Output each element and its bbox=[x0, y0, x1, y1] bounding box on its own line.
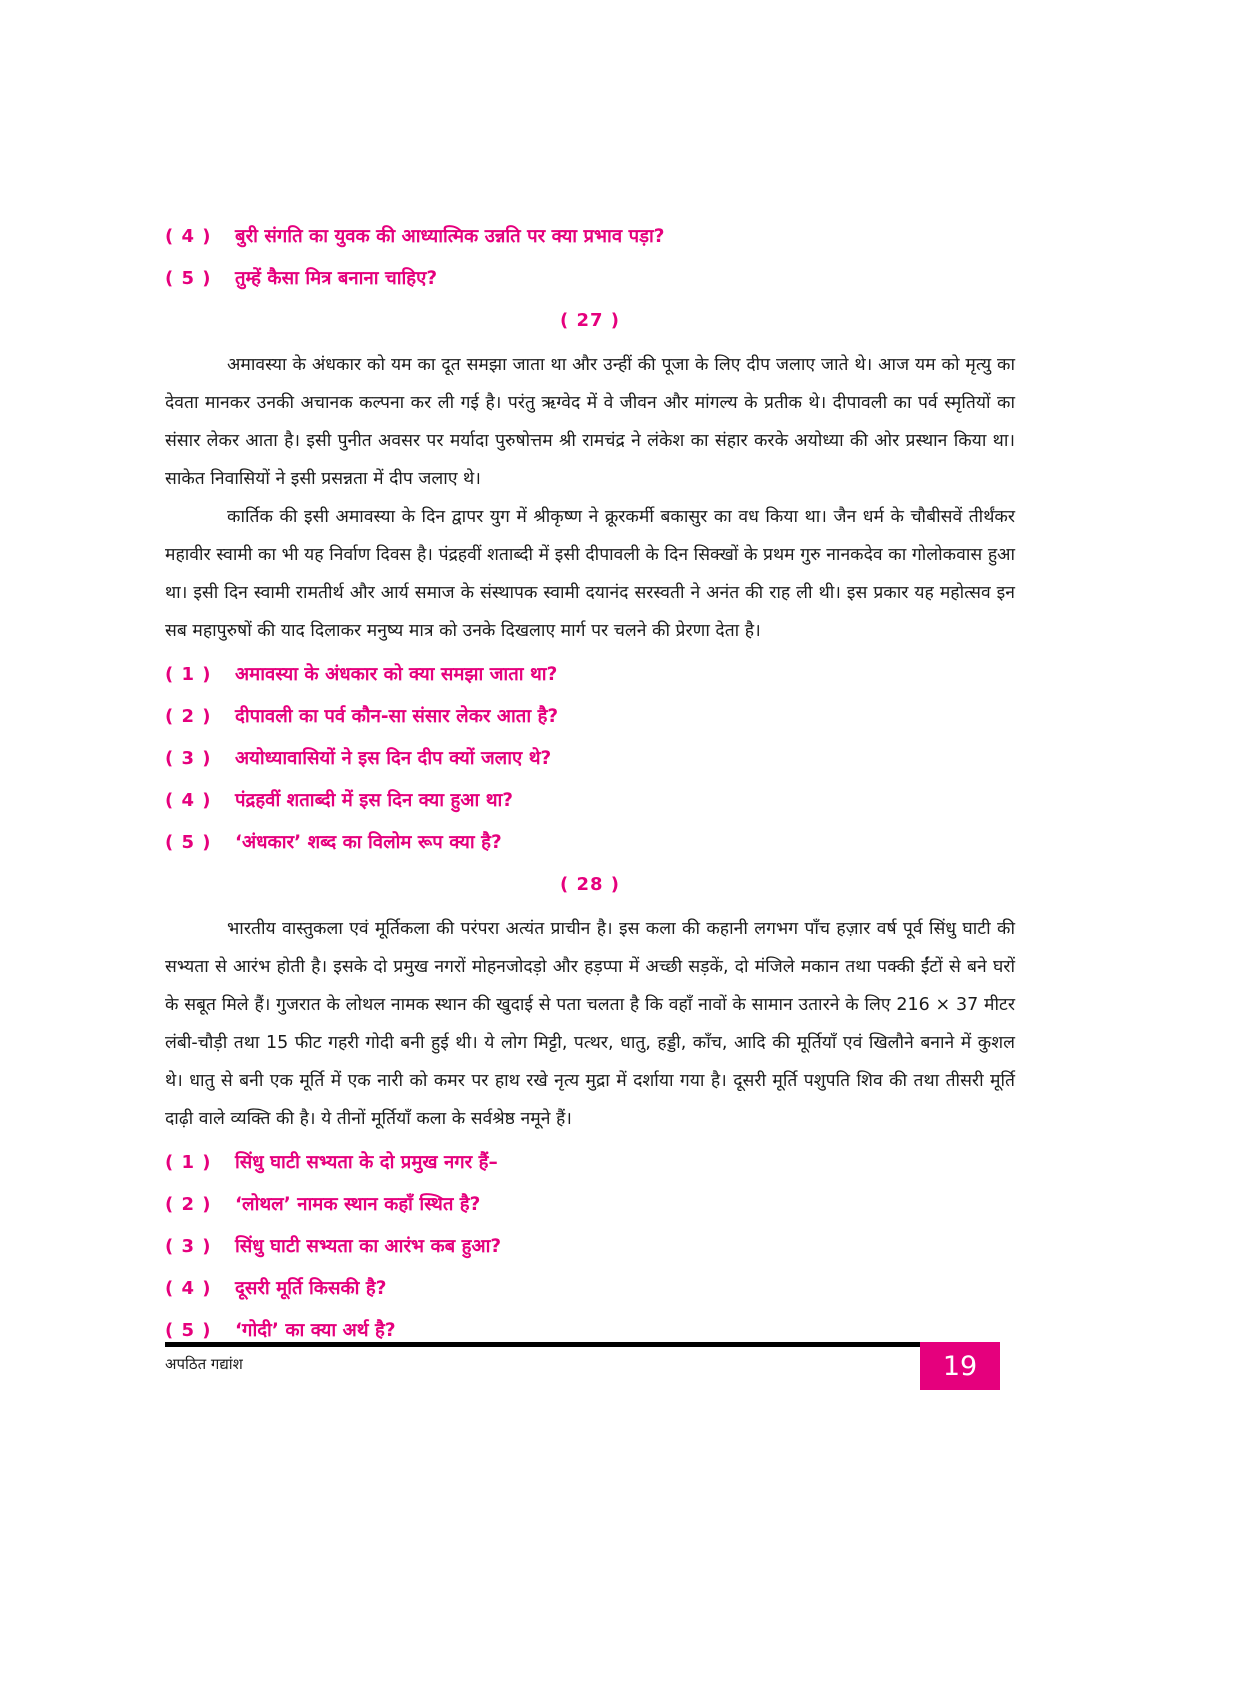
question-text: बुरी संगति का युवक की आध्यात्मिक उन्नति पर क्या प्रभाव पड़ा? bbox=[235, 226, 665, 247]
question-text: ‘गोदी’ का क्या अर्थ है? bbox=[235, 1320, 396, 1341]
question-row bbox=[165, 1148, 1015, 1177]
question-text: अमावस्या के अंधकार को क्या समझा जाता था? bbox=[235, 664, 558, 685]
page-number-badge bbox=[920, 1342, 1000, 1390]
question-text: अयोध्यावासियों ने इस दिन दीप क्यों जलाए थे? bbox=[235, 748, 552, 769]
question-number: ( 3 ) bbox=[165, 748, 212, 769]
question-row bbox=[165, 1274, 1015, 1303]
question-row bbox=[165, 786, 1015, 815]
question-row bbox=[165, 1232, 1015, 1261]
footer-section-label: अपठित गद्यांश bbox=[165, 1355, 243, 1373]
question-number: ( 2 ) bbox=[165, 1194, 212, 1215]
question-row bbox=[165, 828, 1015, 857]
question-number: ( 4 ) bbox=[165, 1278, 212, 1299]
passage-number-27: ( 27 ) bbox=[559, 310, 621, 331]
question-number: ( 4 ) bbox=[165, 226, 212, 247]
question-row bbox=[165, 1190, 1015, 1219]
question-text: दीपावली का पर्व कौन-सा संसार लेकर आता है? bbox=[235, 706, 559, 727]
question-row bbox=[165, 1316, 1015, 1345]
page-content bbox=[165, 222, 1015, 1358]
page-number: 19 bbox=[942, 1350, 978, 1382]
question-list-27 bbox=[165, 660, 1015, 857]
question-number: ( 4 ) bbox=[165, 790, 212, 811]
question-row bbox=[165, 702, 1015, 731]
question-number: ( 5 ) bbox=[165, 268, 212, 289]
question-row bbox=[165, 222, 1015, 251]
question-row bbox=[165, 744, 1015, 773]
question-list-28 bbox=[165, 1148, 1015, 1345]
question-text: ‘लोथल’ नामक स्थान कहाँ स्थित है? bbox=[235, 1194, 481, 1215]
question-number: ( 2 ) bbox=[165, 706, 212, 727]
question-number: ( 3 ) bbox=[165, 1236, 212, 1257]
question-number: ( 5 ) bbox=[165, 1320, 212, 1341]
question-text: तुम्हें कैसा मित्र बनाना चाहिए? bbox=[235, 268, 438, 289]
question-text: सिंधु घाटी सभ्यता का आरंभ कब हुआ? bbox=[235, 1236, 502, 1257]
footer-rule bbox=[165, 1342, 1000, 1347]
question-text: दूसरी मूर्ति किसकी है? bbox=[235, 1278, 387, 1299]
question-row bbox=[165, 660, 1015, 689]
question-text: सिंधु घाटी सभ्यता के दो प्रमुख नगर हैं– bbox=[235, 1152, 498, 1173]
passage-paragraph: अमावस्या के अंधकार को यम का दूत समझा जाता था और उन्हीं की पूजा के लिए दीप जलाए जाते थे। आज यम को मृत्यु का देवता मानकर उनकी अचानक कल्पना कर ली गई है। परंतु ऋग्वेद में वे जीवन और मांगल्य के प्रतीक थे। दीपावली का पर्व स्मृतियों का संसार लेकर आता है। इसी पुनीत अवसर पर मर्यादा पुरुषोत्तम श्री रामचंद्र ने लंकेश का संहार करके अयोध्या की ओर प्रस्थान किया था। साकेत निवासियों ने इसी प्रसन्नता में दीप जलाए थे। bbox=[165, 355, 1015, 489]
question-text: पंद्रहवीं शताब्दी में इस दिन क्या हुआ था? bbox=[235, 790, 514, 811]
question-number: ( 5 ) bbox=[165, 832, 212, 853]
passage-number-28: ( 28 ) bbox=[559, 874, 621, 895]
passage-paragraph: कार्तिक की इसी अमावस्या के दिन द्वापर युग में श्रीकृष्ण ने क्रूरकर्मी बकासुर का वध किया था। जैन धर्म के चौबीसवें तीर्थंकर महावीर स्वामी का भी यह निर्वाण दिवस है। पंद्रहवीं शताब्दी में इसी दीपावली के दिन सिक्खों के प्रथम गुरु नानकदेव का गोलोकवास हुआ था। इसी दिन स्वामी रामतीर्थ और आर्य समाज के संस्थापक स्वामी दयानंद सरस्वती ने अनंत की राह ली थी। इस प्रकार यह महोत्सव इन सब महापुरुषों की याद दिलाकर मनुष्य मात्र को उनके दिखलाए मार्ग पर चलने की प्रेरणा देता है। bbox=[165, 507, 1015, 641]
question-number: ( 1 ) bbox=[165, 1152, 212, 1173]
question-text: ‘अंधकार’ शब्द का विलोम रूप क्या है? bbox=[235, 832, 502, 853]
passage-paragraph: भारतीय वास्तुकला एवं मूर्तिकला की परंपरा अत्यंत प्राचीन है। इस कला की कहानी लगभग पाँच हज़ार वर्ष पूर्व सिंधु घाटी की सभ्यता से आरंभ होती है। इसके दो प्रमुख नगरों मोहनजोदड़ो और हड़प्पा में अच्छी सड़कें, दो मंजिले मकान तथा पक्की ईंटों से बने घरों के सबूत मिले हैं। गुजरात के लोथल नामक स्थान की खुदाई से पता चलता है कि वहाँ नावों के सामान उतारने के लिए 216 × 37 मीटर लंबी-चौड़ी तथा 15 फीट गहरी गोदी बनी हुई थी। ये लोग मिट्टी, पत्थर, धातु, हड्डी, काँच, आदि की मूर्तियाँ एवं खिलौने बनाने में कुशल थे। धातु से बनी एक मूर्ति में एक नारी को कमर पर हाथ रखे नृत्य मुद्रा में दर्शाया गया है। दूसरी मूर्ति पशुपति शिव की तथा तीसरी मूर्ति दाढ़ी वाले व्यक्ति की है। ये तीनों मूर्तियाँ कला के सर्वश्रेष्ठ नमूने हैं। bbox=[165, 919, 1015, 1129]
question-number: ( 1 ) bbox=[165, 664, 212, 685]
question-row bbox=[165, 264, 1015, 293]
